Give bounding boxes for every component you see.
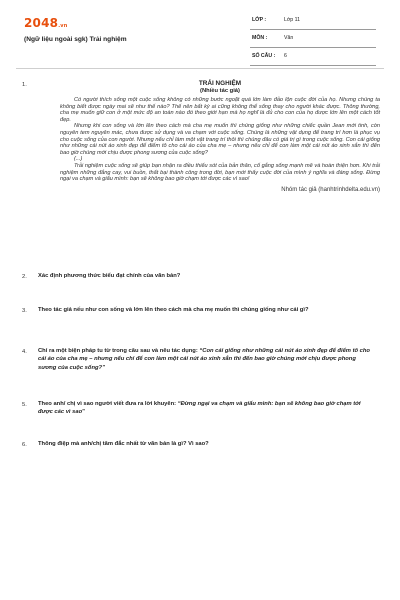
question-number: 2.: [22, 274, 27, 280]
meta-row-class: [250, 14, 376, 30]
passage-paragraph: Nhưng khi con sống và lớn lên theo cách mà cha mẹ muốn thì chúng giống như những chiếc quần Jean mới tinh, còn nguyên tem nguyên mác, chưa được sử dụng và va chạm với cuộc sống. Chúng là những vật dụng để trang trí hơn là phục vụ cho cuộc sống của con người. Nhưng nếu chỉ làm một vật trang trí thôi thì chúng đâu có giá trị gì trong cuộc sống. Con cái giống như những cái nút áo xinh đẹp để điểm tô cho cái áo của cha mẹ – nhưng nếu chỉ để con làm một cái nút áo xinh xắn thì đến bao giờ chúng mới chịu được phong sương của cuộc sống?: [60, 123, 380, 156]
passage-ellipsis: (...): [74, 156, 83, 163]
meta-table: [250, 14, 376, 66]
passage-paragraph: Trải nghiệm cuộc sống sẽ giúp bạn nhận ra điều thiếu sót của bản thân, cố gắng sống mạnh mẽ và hoàn thiện hơn. Khi trải nghiệm những đắng cay, vui buồn, thất bại thành công trong đời, bạn mới thấy cuộc đời của mình ý nghĩa và đáng sống. Đừng ngại va chạm và giấu mình: bạn sẽ không bao giờ chạm tới được các vì sao!: [60, 162, 380, 183]
passage-author: (Nhiều tác giả): [200, 88, 240, 94]
meta-label: LỚP :: [252, 17, 267, 23]
question-number: 5.: [22, 402, 27, 408]
page-header: [0, 0, 400, 66]
site-logo[interactable]: [24, 16, 68, 30]
passage-paragraph: Có người thích sống một cuộc sống không có những bước ngoặt quá lớn làm đảo lộn cuộc đời của họ. Nhưng chúng ta không biết được ngày mai sẽ như thế nào? Thế nên bất kỳ ai cũng không thể sống thay cho người khác được. Thông thường, cha mẹ muốn giữ con ở một mức độ an toàn nào đó theo giới hạn mà họ nghĩ là đủ cho con của họ được lớn lên một cách tốt đẹp.: [60, 97, 380, 123]
logo-suffix: .vn: [58, 23, 68, 29]
question-5: [38, 400, 370, 417]
question-quote: “Con cái giống như những cái nút áo xinh đẹp để điểm tô cho cái áo của cha mẹ – nhưng nếu chỉ để con làm một cái nút áo xinh xắn thì đến bao giờ chúng mới chịu được phong sương của cuộc sống?”: [38, 348, 370, 371]
meta-label: MÔN :: [252, 35, 268, 41]
reading-passage: [60, 80, 380, 193]
question-number: 1.: [22, 82, 27, 88]
meta-row-subject: [250, 32, 376, 48]
question-2: [38, 272, 370, 280]
question-text: Theo anh/ chị vì sao người viết đưa ra lời khuyên:: [38, 401, 178, 407]
passage-body: [60, 97, 380, 183]
logo-main: 2048: [24, 16, 59, 30]
passage-source: Nhóm tác giả (hanhtrinhdelta.edu.vn): [281, 186, 380, 193]
meta-label: SỐ CÂU :: [252, 53, 276, 59]
question-6: [38, 440, 370, 448]
meta-value: Văn: [284, 35, 294, 41]
document-subtitle: (Ngữ liệu ngoài sgk) Trải nghiệm: [24, 36, 127, 43]
passage-title: TRẢI NGHIỆM: [198, 80, 242, 87]
question-text: Theo tác giả nếu như con sống và lớn lên theo cách mà cha mẹ muốn thì chúng giống như cái gì?: [38, 307, 309, 313]
header-divider: [16, 68, 384, 69]
meta-value: Lớp 11: [284, 17, 300, 23]
question-quote: “Đừng ngại va chạm và giấu mình: bạn sẽ không bao giờ chạm tới được các vì sao: [38, 401, 361, 416]
meta-value: 6: [284, 53, 287, 59]
question-3: [38, 306, 370, 314]
question-number: 4.: [22, 349, 27, 355]
question-text: Chỉ ra một biện pháp tu từ trong câu sau và nêu tác dụng:: [38, 348, 200, 354]
question-4: [38, 347, 370, 372]
question-text: Xác định phương thức biểu đạt chính của văn bản?: [38, 273, 181, 279]
question-text: Thông điệp mà anh/chị tâm đắc nhất từ văn bản là gì? Vì sao?: [38, 441, 209, 447]
question-number: 3.: [22, 308, 27, 314]
meta-row-count: [250, 50, 376, 66]
question-number: 6.: [22, 442, 27, 448]
question-tail: ”: [82, 409, 86, 416]
